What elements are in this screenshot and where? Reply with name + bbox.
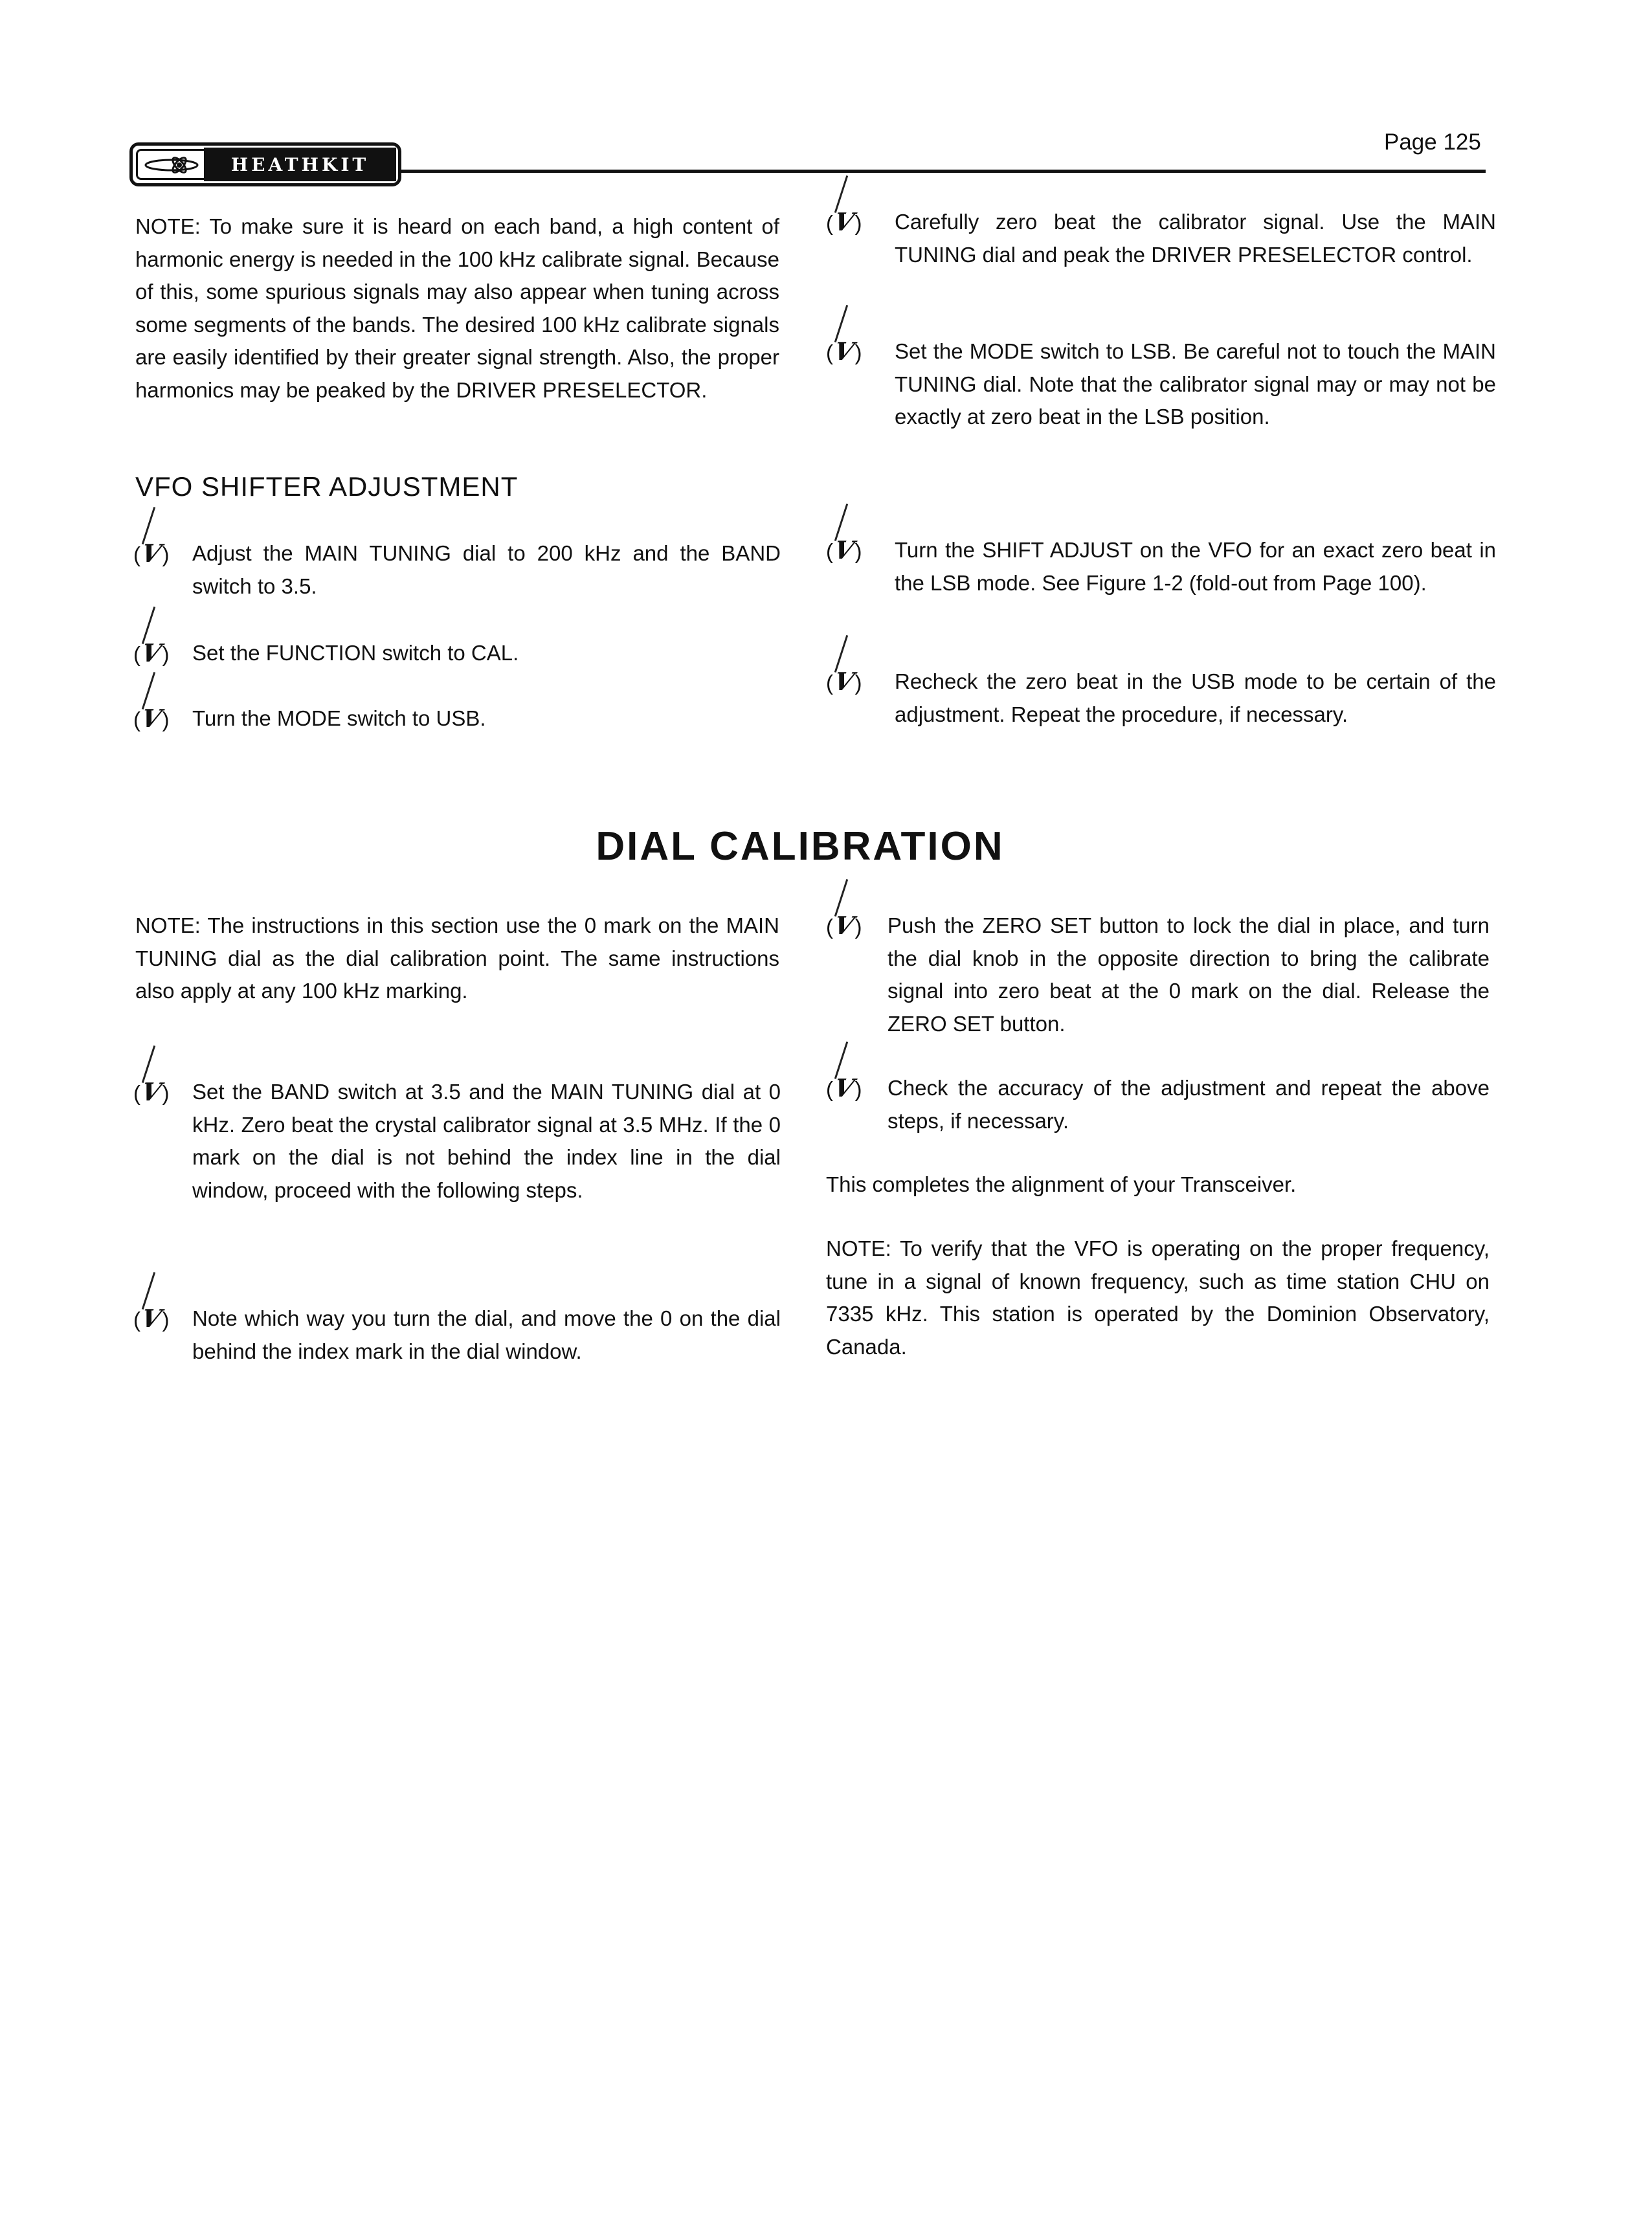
vfo-step-4: (V) Carefully zero beat the calibrator signal. Use the MAIN TUNING dial and peak the DRIVER PRESELECTOR control. [826,206,1496,271]
dial-calibration-heading: DIAL CALIBRATION [596,824,1005,869]
atom-icon [142,152,201,178]
step-checkbox[interactable]: (V) [133,1076,169,1110]
step-checkbox[interactable]: (V) [133,1302,169,1336]
completion-text: This completes the alignment of your Transceiver. [826,1172,1297,1196]
vfo-heading: VFO SHIFTER ADJUSTMENT [135,471,519,502]
vfo-step-1: (V) Adjust the MAIN TUNING dial to 200 kHz and the BAND switch to 3.5. [133,537,781,603]
step-checkbox[interactable]: (V) [826,665,862,699]
dial-step-4: (V) Check the accuracy of the adjustment and repeat the above steps, if necessary. [826,1072,1490,1137]
dial-step-3: (V) Push the ZERO SET button to lock the dial in place, and turn the dial knob in the opposite direction to bring the calibrate signal into zero beat at the 0 mark on the dial. Release the ZERO SET button. [826,910,1490,1040]
step-checkbox[interactable]: (V) [826,335,862,369]
vfo-step-7: (V) Recheck the zero beat in the USB mode to be certain of the adjustment. Repeat the procedure, if necessary. [826,665,1496,731]
page-number: Page 125 [1384,129,1481,155]
step-checkbox[interactable]: (V) [826,910,862,943]
frequency-note: NOTE: To verify that the VFO is operating on the proper frequency, tune in a signal of known frequency, such as time station CHU on 7335 kHz. This station is operated by the Dominion Observatory, Canada. [826,1236,1490,1359]
vfo-step-6: (V) Turn the SHIFT ADJUST on the VFO for an exact zero beat in the LSB mode. See Figure 1-2 (fold-out from Page 100). [826,534,1496,599]
heathkit-logo [129,142,401,186]
step-checkbox[interactable]: (V) [133,637,169,671]
vfo-step-2: (V) Set the FUNCTION switch to CAL. [133,637,781,670]
vfo-step-5: (V) Set the MODE switch to LSB. Be careful not to touch the MAIN TUNING dial. Note that the calibrator signal may or may not be exactly at zero beat in the LSB position. [826,335,1496,434]
step-checkbox[interactable]: (V) [826,534,862,568]
step-checkbox[interactable]: (V) [826,206,862,240]
dial-step-2: (V) Note which way you turn the dial, and move the 0 on the dial behind the index mark in the dial window. [133,1302,781,1368]
logo-text: HEATHKIT [204,148,396,181]
harmonic-note: NOTE: To make sure it is heard on each band, a high content of harmonic energy is needed in the 100 kHz calibrate signal. Because of this, some spurious signals may also appear when tuning across some segments of the bands. The desired 100 kHz calibrate signals are easily identified by their greater signal strength. Also, the proper harmonics may be peaked by the DRIVER PRESELECTOR. [135,214,779,402]
dial-step-1: (V) Set the BAND switch at 3.5 and the MAIN TUNING dial at 0 kHz. Zero beat the crystal calibrator signal at 3.5 MHz. If the 0 mark on the dial is not behind the index line in the dial window, proceed with the following steps. [133,1076,781,1207]
step-checkbox[interactable]: (V) [826,1072,862,1106]
step-checkbox[interactable]: (V) [133,537,169,571]
dial-note: NOTE: The instructions in this section use the 0 mark on the MAIN TUNING dial as the dial calibration point. The same instructions also apply at any 100 kHz marking. [135,913,779,1003]
header-rule [401,170,1486,173]
step-checkbox[interactable]: (V) [133,702,169,736]
vfo-step-3: (V) Turn the MODE switch to USB. [133,702,781,735]
